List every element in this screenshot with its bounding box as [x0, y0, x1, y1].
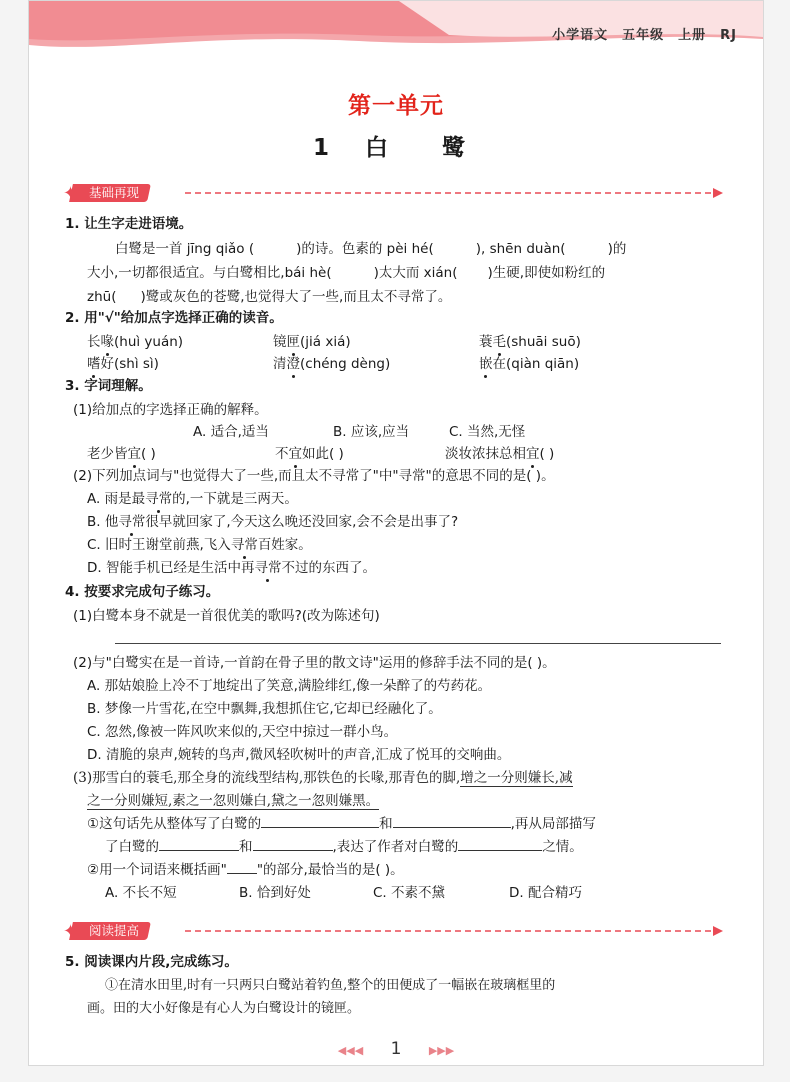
q4-sub3-line1 — [73, 767, 573, 789]
q3-choice-text: 的,一下就是三两天。 — [172, 491, 298, 507]
prev-arrows-icon: ◀◀◀ — [337, 1044, 364, 1057]
q2-pre: 清 — [273, 356, 287, 372]
edition-label: RJ — [720, 28, 737, 43]
q3-option: B. 应该,应当 — [333, 424, 410, 440]
q3-choice-text: 百姓家。 — [257, 537, 312, 553]
section-reading-tag — [69, 922, 151, 940]
subject-label: 小学语文 — [552, 28, 609, 43]
q3-choice-text: 很早就回家了,今天这么晚还没回家,会不会是出事了? — [145, 514, 459, 530]
q4-option[interactable]: B. 恰到好处 — [239, 885, 311, 901]
q3-choice-text: B. 他 — [87, 514, 119, 530]
q4-sub1: (1)白鹭本身不就是一首很优美的歌吗?(改为陈述句) — [73, 608, 380, 624]
q2-pinyin: (shuāi suō) — [506, 334, 581, 350]
q3-dotted-char: 宜 — [289, 443, 303, 465]
q4-option[interactable]: A. 不长不短 — [105, 885, 177, 901]
q4-d-underline-sample — [227, 859, 257, 874]
q4-d-line — [87, 859, 404, 881]
q4-option[interactable]: D. 配合精巧 — [509, 885, 582, 901]
q3-choice[interactable] — [87, 557, 376, 579]
q3-option: C. 当然,无怪 — [449, 424, 526, 440]
lesson-title — [29, 129, 763, 162]
q4-choice[interactable]: D. 清脆的泉声,婉转的鸟声,微风轻吹树叶的声音,汇成了悦耳的交响曲。 — [87, 747, 511, 763]
q2-pinyin: (jiá xiá) — [300, 334, 351, 350]
q4-underlined-text: 之一分则嫌短,素之一忽则嫌白,黛之一忽则嫌黑。 — [87, 793, 380, 809]
q3-dotted-word: 寻常 — [145, 488, 172, 510]
q4-sub2: (2)与"白鹭实在是一首诗,一首韵在骨子里的散文诗"运用的修辞手法不同的是( )。 — [73, 655, 556, 671]
q3-choice-text: D. 智能手机已经是生活中再 — [87, 560, 255, 576]
q1-text: )的 — [607, 241, 627, 257]
q4-option[interactable]: C. 不素不黛 — [373, 885, 446, 901]
lesson-number: 1 — [312, 135, 329, 161]
q3-dotted-word: 寻常 — [231, 534, 258, 556]
q1-line2 — [87, 262, 605, 284]
q4-c-text: 和 — [379, 816, 393, 832]
section-basics-header — [65, 184, 725, 202]
q1-text: )生硬,即使如粉红的 — [487, 265, 606, 281]
q5-passage-line1: ①在清水田里,时有一只两只白鹭站着钓鱼,整个的田便成了一幅嵌在玻璃框里的 — [105, 978, 556, 993]
page-footer — [29, 1039, 763, 1059]
q4-c-line1 — [87, 813, 596, 835]
lesson-char-2: 鹭 — [442, 135, 465, 161]
grade-label: 五年级 — [622, 28, 665, 43]
q4-c-text: 和 — [239, 839, 253, 855]
q2-item[interactable] — [273, 331, 351, 353]
lesson-char-1: 白 — [365, 135, 388, 161]
q2-item[interactable] — [479, 353, 579, 375]
q4-c-text: 之情。 — [542, 839, 583, 855]
workbook-page — [28, 0, 764, 1066]
q2-dotted-char: 匣 — [287, 331, 301, 353]
dashed-arrow — [185, 184, 725, 202]
q2-pinyin: (huì yuán) — [114, 334, 184, 350]
q4-c-text: ①这句话先从整体写了白鹭的 — [87, 816, 262, 832]
q4-choice[interactable]: C. 忽然,像被一阵风吹来似的,天空中掠过一群小鸟。 — [87, 724, 398, 740]
q5-title: 5. 阅读课内片段,完成练习。 — [65, 954, 238, 970]
q3-title: 3. 字词理解。 — [65, 378, 152, 394]
q3-fill-text: 不 — [275, 446, 289, 462]
q1-text: zhū( — [87, 289, 117, 305]
q1-text: )的诗。色素的 pèi hé( — [296, 241, 434, 257]
q3-fill-text: 淡妆浓抹总相 — [445, 446, 526, 462]
q3-sub1: (1)给加点的字选择正确的解释。 — [73, 402, 268, 418]
q3-option: A. 适合,适当 — [193, 424, 269, 440]
q4-c-line2 — [105, 836, 583, 858]
q2-dotted-char: 毛 — [493, 331, 507, 353]
q4-underlined-text: 增之一分则嫌长,减 — [460, 770, 573, 786]
q1-text: )太大而 xián( — [373, 265, 458, 281]
q3-choice[interactable] — [87, 511, 458, 533]
q4-c-blank[interactable] — [261, 813, 379, 828]
q2-dotted-char: 嗜 — [87, 353, 101, 375]
q1-text: 白鹭是一首 jīng qiǎo ( — [115, 241, 255, 257]
unit-title: 第一单元 — [348, 93, 444, 119]
q3-fill-text: 老少皆 — [87, 446, 128, 462]
q4-d-text: "的部分,最恰当的是( )。 — [256, 862, 404, 878]
q4-choice[interactable]: B. 梦像一片雪花,在空中飘舞,我想抓住它,它却已经融化了。 — [87, 701, 442, 717]
q1-line3 — [87, 286, 451, 308]
q2-pinyin: 在(qiàn qiān) — [492, 356, 580, 372]
book-meta — [538, 24, 737, 43]
q4-d-text: ②用一个词语来概括画" — [87, 862, 227, 878]
q4-c-blank[interactable] — [159, 836, 239, 851]
section-reading-label: 阅读提高 — [89, 923, 140, 938]
q4-c-text: 了白鹭的 — [105, 839, 159, 855]
q1-line1 — [115, 238, 626, 260]
q4-title: 4. 按要求完成句子练习。 — [65, 584, 220, 600]
q3-fill-blank: ( ) — [539, 446, 555, 462]
q3-sub2: (2)下列加点词与"也觉得大了一些,而且太不寻常了"中"寻常"的意思不同的是( )。 — [73, 468, 555, 484]
q2-dotted-char: 澄 — [287, 353, 301, 375]
next-arrows-icon: ▶▶▶ — [428, 1044, 455, 1057]
q3-choice-text: C. 旧时王谢堂前燕,飞入 — [87, 537, 231, 553]
q2-dotted-char: 喙 — [101, 331, 115, 353]
q2-pre: 镜 — [273, 334, 287, 350]
q3-fill[interactable] — [275, 443, 344, 465]
q3-fill-blank: ( ) — [141, 446, 156, 462]
dashed-arrow — [185, 922, 725, 940]
q2-item[interactable] — [479, 331, 581, 353]
q1-text: 大小,一切都很适宜。与白鹭相比,bái hè( — [87, 265, 332, 281]
q4-answer-line[interactable] — [115, 643, 721, 644]
q3-dotted-word: 寻常 — [254, 557, 281, 579]
q2-item[interactable] — [273, 353, 390, 375]
section-basics-label: 基础再现 — [89, 185, 140, 200]
q2-pre: 蓑 — [479, 334, 493, 350]
q3-fill[interactable] — [445, 443, 554, 465]
q3-choice-text: 不过的东西了。 — [281, 560, 376, 576]
q3-fill-blank: 如此( ) — [302, 446, 344, 462]
q2-dotted-char: 嵌 — [479, 353, 493, 375]
q2-pinyin: (chéng dèng) — [300, 356, 391, 372]
q2-pre: 长 — [87, 334, 101, 350]
q2-pinyin: 好(shì sì) — [100, 356, 159, 372]
q3-dotted-word: 寻常 — [118, 511, 145, 533]
section-basics-tag — [69, 184, 151, 202]
q3-dotted-char: 宜 — [526, 443, 540, 465]
q1-text: )鹭或灰色的苍鹭,也觉得大了一些,而且太不寻常了。 — [140, 289, 452, 305]
q3-choice[interactable] — [87, 534, 312, 556]
page-number: 1 — [390, 1039, 402, 1059]
q4-c-blank[interactable] — [458, 836, 542, 851]
q4-c-text: ,再从局部描写 — [510, 816, 596, 832]
q4-c-blank[interactable] — [253, 836, 333, 851]
star-icon: ✦ — [63, 183, 79, 204]
q4-passage-text: (3)那雪白的蓑毛,那全身的流线型结构,那铁色的长喙,那青色的脚, — [73, 770, 461, 786]
q3-choice-text: A. 雨是最 — [87, 491, 146, 507]
q4-c-text: ,表达了作者对白鹭的 — [332, 839, 459, 855]
q1-text: ), shēn duàn( — [475, 241, 566, 257]
volume-label: 上册 — [678, 28, 707, 43]
q2-item[interactable] — [87, 353, 159, 375]
q3-choice[interactable] — [87, 488, 298, 510]
q3-dotted-char: 宜 — [128, 443, 142, 465]
q3-fill[interactable] — [87, 443, 156, 465]
q4-sub3-line2 — [87, 790, 379, 812]
star-icon: ✦ — [63, 921, 79, 942]
q4-c-blank[interactable] — [393, 813, 511, 828]
q2-item[interactable] — [87, 331, 183, 353]
q2-title: 2. 用"√"给加点字选择正确的读音。 — [65, 310, 283, 326]
q4-choice[interactable]: A. 那姑娘脸上冷不丁地绽出了笑意,满脸绯红,像一朵醉了的芍药花。 — [87, 678, 492, 694]
section-reading-header — [65, 922, 725, 940]
q1-title: 1. 让生字走进语境。 — [65, 216, 193, 232]
q5-passage-line2: 画。田的大小好像是有心人为白鹭设计的镜匣。 — [87, 1001, 361, 1016]
